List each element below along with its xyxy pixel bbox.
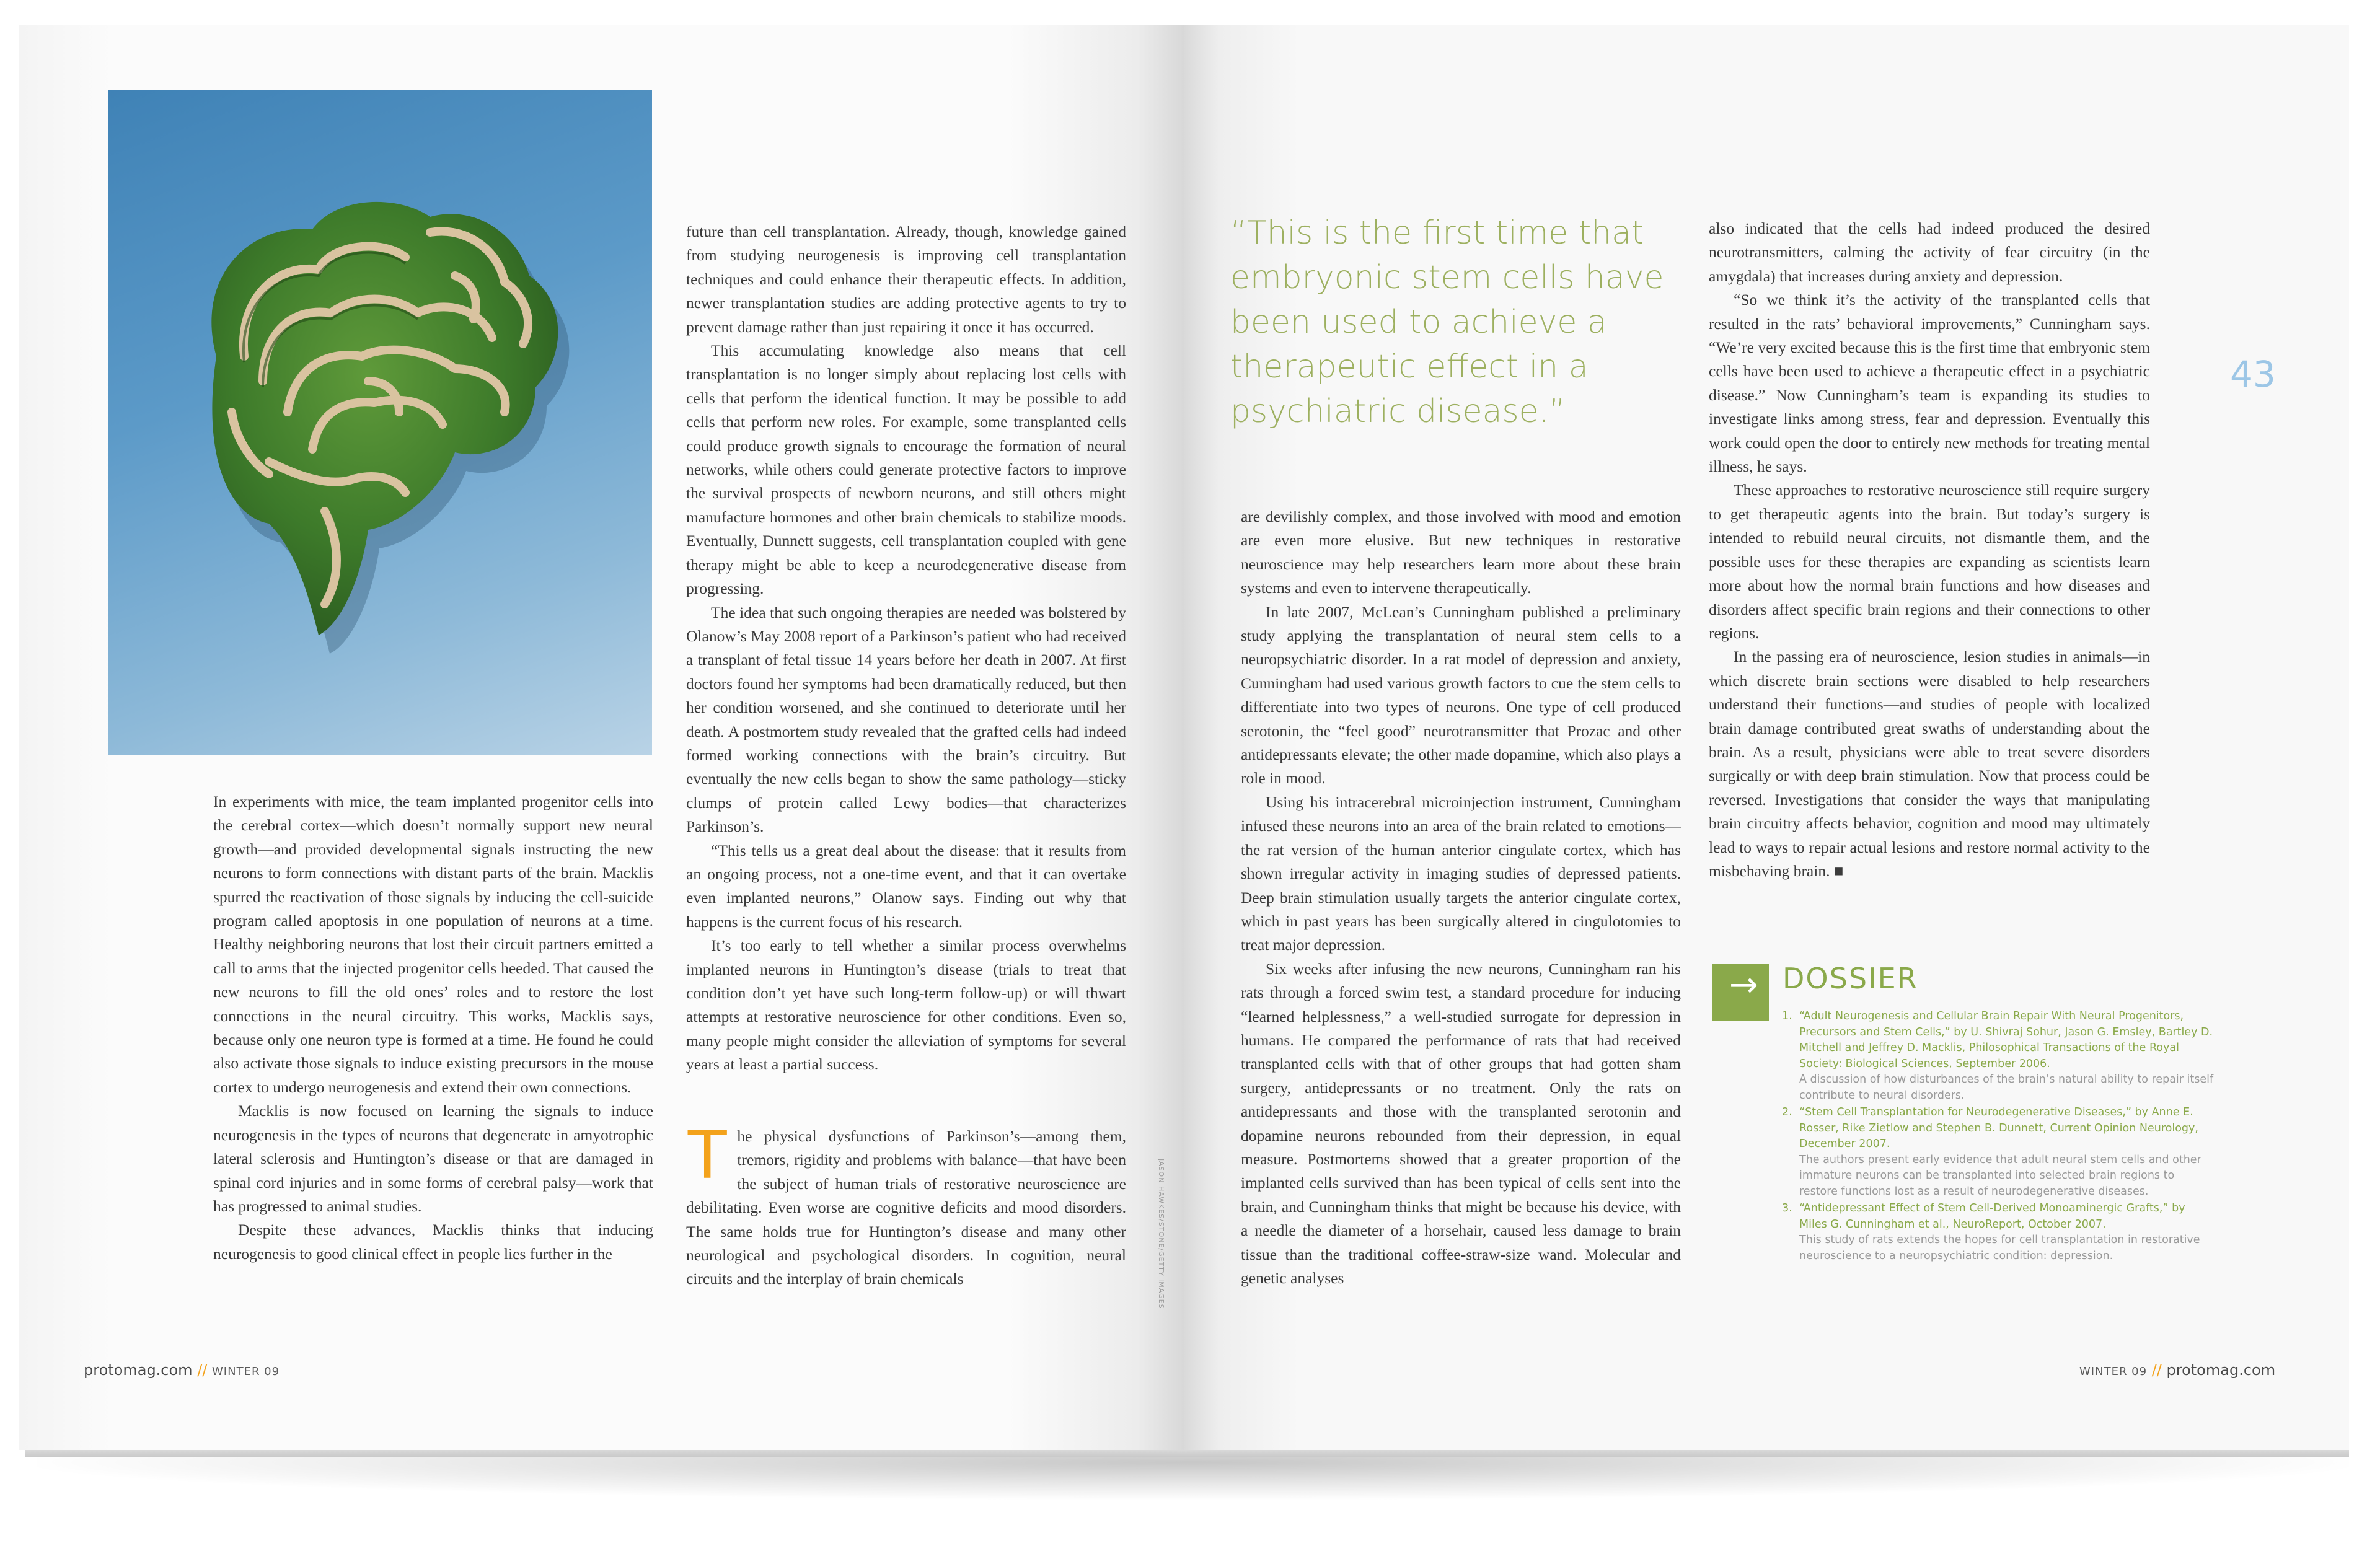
article-column-3 — [1241, 505, 1681, 1290]
footer-issue: WINTER 09 — [2079, 1365, 2148, 1378]
footer-site: protomag.com — [2166, 1361, 2276, 1379]
dossier-list — [1782, 1009, 2216, 1265]
dossier-item-number: 2. — [1782, 1106, 1792, 1118]
paragraph: In experiments with mice, the team implanted progenitor cells into the cerebral cortex—which doesn’t normally support new neural growth—and provided developmental signals instructing the new neurons to form connections with distant parts of the brain. Macklis spurred the reactivation of those signals by inducing the cell-suicide program called apoptosis in one population of neurons at a time. Healthy neighboring neurons that lost their circuit partners emitted a call to arms that the injected progenitor cells heeded. That caused the new neurons to fill the old ones’ roles and to restore the lost connections in the neural circuitry. This works, Macklis says, because only one neuron type is formed at a time. He found he could also activate those signals to induce existing precursors in the mouse cortex to undergo neurogenesis and extend their own connections. — [213, 793, 653, 1096]
paragraph: “This tells us a great deal about the disease: that it results from an ongoing process, not a one-time event, and that it can overtake even implanted neurons,” Olanow says. Finding out why that happens is the current focus of his research. — [686, 841, 1126, 931]
paragraph: These approaches to restorative neuroscience still require surgery to get therapeutic agents into the brain. But today’s surgery is intended to rebuild neural circuits, not dismantle them, and the possible uses for these therapies are expanding as scientists learn more about how the normal brain functions and how diseases and disorders affect specific brain regions and their connections to other regions. — [1709, 481, 2150, 642]
paragraph: Despite these advances, Macklis thinks that inducing neurogenesis to good clinical effect in people lies further in the — [213, 1221, 653, 1263]
paragraph: Six weeks after infusing the new neurons, Cunningham ran his rats through a forced swim test, a standard procedure for inducing “learned helplessness,” a well-studied surrogate for depression in humans. He compared the performance of rats that had received transplanted cells with that of other groups that had gotten sham surgery, antidepressants or no treatment. Only the rats on antidepressants and those with the transplanted serotonin and dopamine neurons rebounded from their depression, in equal measure. Postmortems showed that a greater proportion of the implanted cells survived than has been typical of cells sent into the brain, and Cunningham thinks that might be because his device, with a needle the diameter of a horsehair, caused less damage to brain tissue than the traditional coffee-straw-size wand. Molecular and genetic analyses — [1241, 959, 1681, 1287]
photo-credit: JASON HAWKES/STONE/GETTY IMAGES — [1157, 1159, 1165, 1309]
dossier-description: This study of rats extends the hopes for cell transplantation in restorative neuroscience to a neuropsychiatric condition: depression. — [1799, 1234, 2200, 1262]
footer-separator: // — [192, 1361, 212, 1379]
footer-left — [84, 1361, 280, 1379]
dossier-item — [1782, 1201, 2216, 1264]
dossier-citation: “Adult Neurogenesis and Cellular Brain Repair With Neural Progenitors, Precursors and Stem Cells,” by U. Shivraj Sohur, Jason G. Emsley, Bartley D. Mitchell and Jeffrey D. Macklis, Philosophical Transactions of the Royal Society: Biological Sciences, September 2006. — [1799, 1010, 2213, 1070]
footer-separator: // — [2147, 1361, 2167, 1379]
article-column-1 — [213, 790, 653, 1266]
article-column-2-continued — [686, 1115, 1126, 1291]
brain-maze-photo — [108, 90, 652, 755]
paragraph: Macklis is now focused on learning the signals to induce neurogenesis in the types of neurons that degenerate in amyotrophic lateral sclerosis and Huntington’s disease or that are damaged in spinal cord injuries and in some forms of cerebral palsy—work that has progressed to animal studies. — [213, 1102, 653, 1215]
drop-cap: T — [686, 1115, 729, 1193]
article-column-4 — [1709, 217, 2150, 883]
dossier-citation: “Stem Cell Transplantation for Neurodegenerative Diseases,” by Anne E. Rosser, Rike Zietlow and Stephen B. Dunnett, Current Opinion Neurology, December 2007. — [1799, 1106, 2198, 1150]
dossier-citation: “Antidepressant Effect of Stem Cell-Derived Monoaminergic Grafts,” by Miles G. Cunningham et al., NeuroReport, October 2007. — [1799, 1202, 2185, 1231]
dossier-item — [1782, 1105, 2216, 1200]
paragraph: It’s too early to tell whether a similar process overwhelms implanted neurons in Huntington’s disease (trials to treat that condition don’t yet have such long-term follow-up) or will thwart attempts at restorative neuroscience for other conditions. Even so, many people might consider the alleviation of symptoms for several years at least a partial success. — [686, 936, 1126, 1074]
paragraph: also indicated that the cells had indeed produced the desired neurotransmitters, calming the activity of fear circuitry (in the amygdala) that increases during anxiety and depression. — [1709, 219, 2150, 285]
dossier-item — [1782, 1009, 2216, 1104]
arrow-right-icon: → — [1729, 965, 1758, 1005]
paragraph-text: he physical dysfunctions of Parkinson’s—among them, tremors, rigidity and problems with balance—that have been the subject of human trials of restorative neuroscience are debilitating. Even worse are cognitive deficits and mood disorders. The same holds true for Huntington’s disease and many other neurological and psychological disorders. In cognition, neural circuits and the interplay of brain chemicals — [686, 1127, 1126, 1288]
dossier-description: The authors present early evidence that adult neural stem cells and other immature neurons can be transplanted into selected brain regions to restore functions lost as a result of neurodegenerative diseases. — [1799, 1153, 2202, 1198]
paragraph: future than cell transplantation. Already, though, knowledge gained from studying neurogenesis is improving cell transplantation techniques and could enhance their therapeutic effects. In addition, newer transplantation studies are adding protective agents to try to prevent damage rather than just repairing it once it has occurred. — [686, 222, 1126, 336]
paragraph: This accumulating knowledge also means that cell transplantation is no longer simply about replacing lost cells with cells that perform the identical function. It may be possible to add cells that perform new roles. For example, some transplanted cells could produce growth signals to encourage the formation of neural networks, while others could generate protective factors to improve the survival prospects of newborn neurons, and still others might manufacture hormones and other brain chemicals to stabilize moods. Eventually, Dunnett suggests, cell transplantation coupled with gene therapy might be able to keep a neurodegenerative disease from progressing. — [686, 341, 1126, 598]
footer-issue: WINTER 09 — [212, 1365, 280, 1378]
footer-site: protomag.com — [84, 1361, 193, 1379]
paragraph: In the passing era of neuroscience, lesion studies in animals—in which discrete brain sections were disabled to help researchers understand their functions—and studies of people with localized brain damage contributed great swaths of understanding about the brain. As a result, physicians were able to treat severe disorders surgically or with deep brain stimulation. Now that process could be reversed. Investigations that consider the ways that manipulating brain circuitry affects behavior, cognition and mood may ultimately lead to ways to repair actual lesions and restore normal activity to the misbehaving brain. ■ — [1709, 648, 2150, 880]
paragraph-dropcap — [686, 1115, 1126, 1291]
dossier-description: A discussion of how disturbances of the brain’s natural ability to repair itself contribute to neural disorders. — [1799, 1073, 2214, 1102]
page-edge — [25, 1449, 2349, 1457]
pull-quote: “This is the first time that embryonic stem cells have been used to achieve a therapeutic effect in a psychiatric disease.” — [1230, 214, 1664, 430]
dossier-item-number: 3. — [1782, 1202, 1792, 1214]
paragraph: In late 2007, McLean’s Cunningham published a preliminary study applying the transplantation of neural stem cells to a neuropsychiatric disorder. In a rat model of depression and anxiety, Cunningham had used various growth factors to cue the stem cells to differentiate into two types of neurons. One type of cell produced serotonin, the “feel good” neurotransmitter that Prozac and other antidepressants elevate; the other made dopamine, which also plays a role in mood. — [1241, 602, 1681, 788]
paragraph: are devilishly complex, and those involved with mood and emotion are even more elusive. But new techniques in restorative neuroscience may help researchers learn more about these brain systems and even to intervene therapeutically. — [1241, 507, 1681, 597]
paragraph: The idea that such ongoing therapies are needed was bolstered by Olanow’s May 2008 report of a Parkinson’s patient who had received a transplant of fetal tissue 14 years before her death in 2007. At first doctors found her symptoms had been dramatically reduced, but then her condition worsened, and she continued to deteriorate until her death. A postmortem study revealed that the grafted cells had indeed formed working connections with the brain’s circuitry. But eventually the new cells began to show the same pathology—sticky clumps of protein called Lewy bodies—that characterizes Parkinson’s. — [686, 603, 1126, 836]
paragraph: Using his intracerebral microinjection instrument, Cunningham infused these neurons into an area of the brain related to emotions—the rat version of the human anterior cingulate cortex, which has shown irregular activity in imaging studies of depressed patients. Deep brain stimulation usually targets the anterior cingulate cortex, which in past years has been surgically altered in cingulotomies to treat major depression. — [1241, 793, 1681, 954]
footer-right — [2079, 1361, 2275, 1379]
article-column-2 — [686, 220, 1126, 1077]
dossier-item-number: 1. — [1782, 1010, 1792, 1022]
page-number: 43 — [2230, 353, 2276, 395]
brain-maze-illustration — [108, 90, 652, 755]
paragraph: “So we think it’s the activity of the transplanted cells that resulted in the rats’ behavioral improvements,” Cunningham says. “We’re very excited because this is the first time that embryonic stem cells have been used to achieve a therapeutic effect in a psychiatric disease.” Now Cunningham’s team is expanding its studies to investigate links among stress, fear and depression. Eventually this work could open the door to entirely new methods for treating mental illness, he says. — [1709, 291, 2150, 476]
dossier-title: DOSSIER — [1783, 962, 1918, 995]
